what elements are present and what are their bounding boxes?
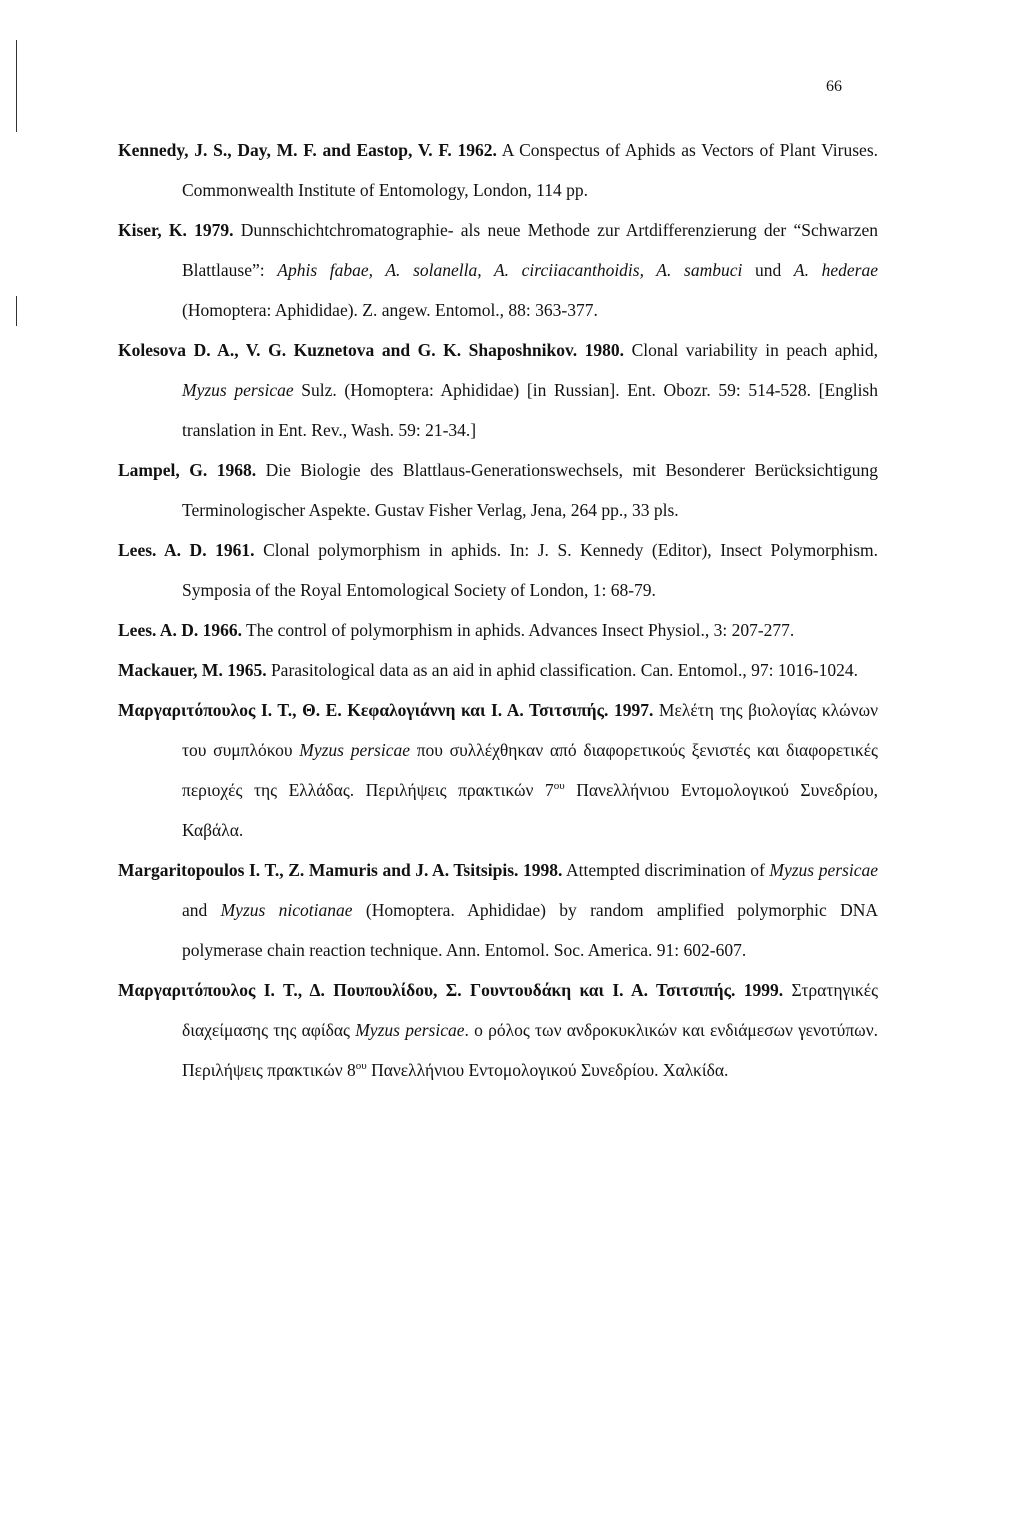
reference-year: 1962.: [457, 140, 497, 160]
reference-year: 1965.: [227, 660, 267, 680]
reference-entry: [118, 610, 878, 650]
reference-year: 1966.: [202, 620, 242, 640]
reference-superscript: ου: [355, 1060, 367, 1073]
reference-text: Clonal polymorphism in aphids. In: J. S. Kennedy (Editor), Insect Polymorphism. Symposia of the Royal Entomological Society of London, 1: 68-79.: [182, 540, 878, 600]
reference-authors: Kiser, K.: [118, 220, 187, 240]
reference-list: [118, 130, 878, 1090]
reference-text: Clonal variability in peach aphid,: [624, 340, 878, 360]
reference-italic-term: Myzus persicae: [355, 1020, 465, 1040]
reference-year: 1979.: [194, 220, 234, 240]
reference-superscript: ου: [553, 780, 565, 793]
reference-italic-term: Myzus nicotianae: [220, 900, 353, 920]
reference-entry: [118, 530, 878, 610]
reference-text: [207, 540, 216, 560]
reference-authors: Μαργαριτόπουλος Ι. Τ., Θ. Ε. Κεφαλογιάννη και Ι. Α. Τσιτσιπής.: [118, 700, 609, 720]
scan-edge-line-top: [16, 40, 17, 132]
reference-entry: [118, 210, 878, 330]
reference-text: που συλλέχθηκαν από διαφορετικούς ξενιστές και διαφορετικές περιοχές της Ελλάδας. Περιλήψεις πρακτικών 7: [182, 740, 878, 800]
reference-italic-term: Myzus persicae: [182, 380, 294, 400]
reference-entry: [118, 850, 878, 970]
reference-text: Die Biologie des Blattlaus-Generationswechsels, mit Besonderer Berücksichtigung Terminologischer Aspekte. Gustav Fisher Verlag, Jena, 264 pp., 33 pls.: [182, 460, 878, 520]
reference-text: and: [182, 900, 221, 920]
reference-entry: [118, 690, 878, 850]
reference-authors: Mackauer, M.: [118, 660, 223, 680]
reference-authors: Kennedy, J. S., Day, M. F. and Eastop, V. F.: [118, 140, 452, 160]
reference-entry: [118, 970, 878, 1090]
reference-italic-term: A. hederae: [793, 260, 878, 280]
reference-year: 1999.: [743, 980, 784, 1000]
reference-text: und: [742, 260, 794, 280]
reference-italic-term: Aphis fabae, A. solanella, A. circiiacanthoidis, A. sambuci: [277, 260, 743, 280]
reference-entry: [118, 130, 878, 210]
reference-text: [735, 980, 743, 1000]
reference-year: 1961.: [215, 540, 255, 560]
reference-text: [577, 340, 585, 360]
reference-entry: [118, 450, 878, 530]
reference-text: A Conspectus of Aphids as Vectors of Plant Viruses. Commonwealth Institute of Entomology, London, 114 pp.: [182, 140, 879, 200]
reference-text: . ο ρόλος των ανδροκυκλικών και ενδιάμεσων γενοτύπων. Περιλήψεις πρακτικών 8: [182, 1020, 878, 1080]
reference-authors: Margaritopoulos I. T., Z. Mamuris and J. A. Tsitsipis.: [118, 860, 519, 880]
reference-italic-term: Myzus persicae: [769, 860, 878, 880]
reference-text: Πανελλήνιου Εντομολογικού Συνεδρίου, Καβάλα.: [182, 780, 879, 840]
reference-text: Πανελλήνιου Εντομολογικού Συνεδρίου. Χαλκίδα.: [366, 1060, 729, 1080]
reference-year: 1980.: [584, 340, 625, 360]
reference-text: Στρατηγικές διαχείμασης της αφίδας: [182, 980, 879, 1040]
scan-edge-line-middle: [16, 296, 17, 326]
reference-text: Parasitological data as an aid in aphid classification. Can. Entomol., 97: 1016-1024.: [266, 660, 859, 680]
reference-year: 1968.: [216, 460, 257, 480]
reference-italic-term: Myzus persicae: [299, 740, 410, 760]
reference-text: [187, 220, 194, 240]
reference-authors: Lees. A. D.: [118, 620, 199, 640]
reference-text: The control of polymorphism in aphids. Advances Insect Physiol., 3: 207-277.: [241, 620, 795, 640]
reference-text: Attempted discrimination of: [562, 860, 770, 880]
reference-year: 1998.: [523, 860, 563, 880]
reference-text: (Homoptera: Aphididae). Z. angew. Entomol., 88: 363-377.: [182, 300, 598, 320]
reference-authors: Μαργαριτόπουλος Ι. Τ., Δ. Πουπουλίδου, Σ. Γουντουδάκη και Ι. Α. Τσιτσιπής.: [118, 980, 736, 1000]
reference-text: [207, 460, 217, 480]
reference-entry: [118, 330, 878, 450]
reference-authors: Lampel, G.: [118, 460, 208, 480]
reference-text: (Homoptera. Aphididae) by random amplified polymorphic DNA polymerase chain reaction technique. Ann. Entomol. Soc. America. 91: 602-607.: [182, 900, 878, 960]
reference-text: Sulz. (Homoptera: Aphididae) [in Russian]. Ent. Obozr. 59: 514-528. [English translation in Ent. Rev., Wash. 59: 21-34.]: [182, 380, 878, 440]
page-number: 66: [826, 78, 842, 95]
reference-entry: [118, 650, 878, 690]
reference-authors: Kolesova D. A., V. G. Kuznetova and G. K. Shaposhnikov.: [118, 340, 578, 360]
reference-year: 1997.: [613, 700, 654, 720]
reference-authors: Lees. A. D.: [118, 540, 207, 560]
reference-text: Dunnschichtchromatographie- als neue Methode zur Artdifferenzierung der “Schwarzen Blattlause”:: [182, 220, 879, 280]
reference-text: Μελέτη της βιολογίας κλώνων του συμπλόκου: [182, 700, 879, 760]
